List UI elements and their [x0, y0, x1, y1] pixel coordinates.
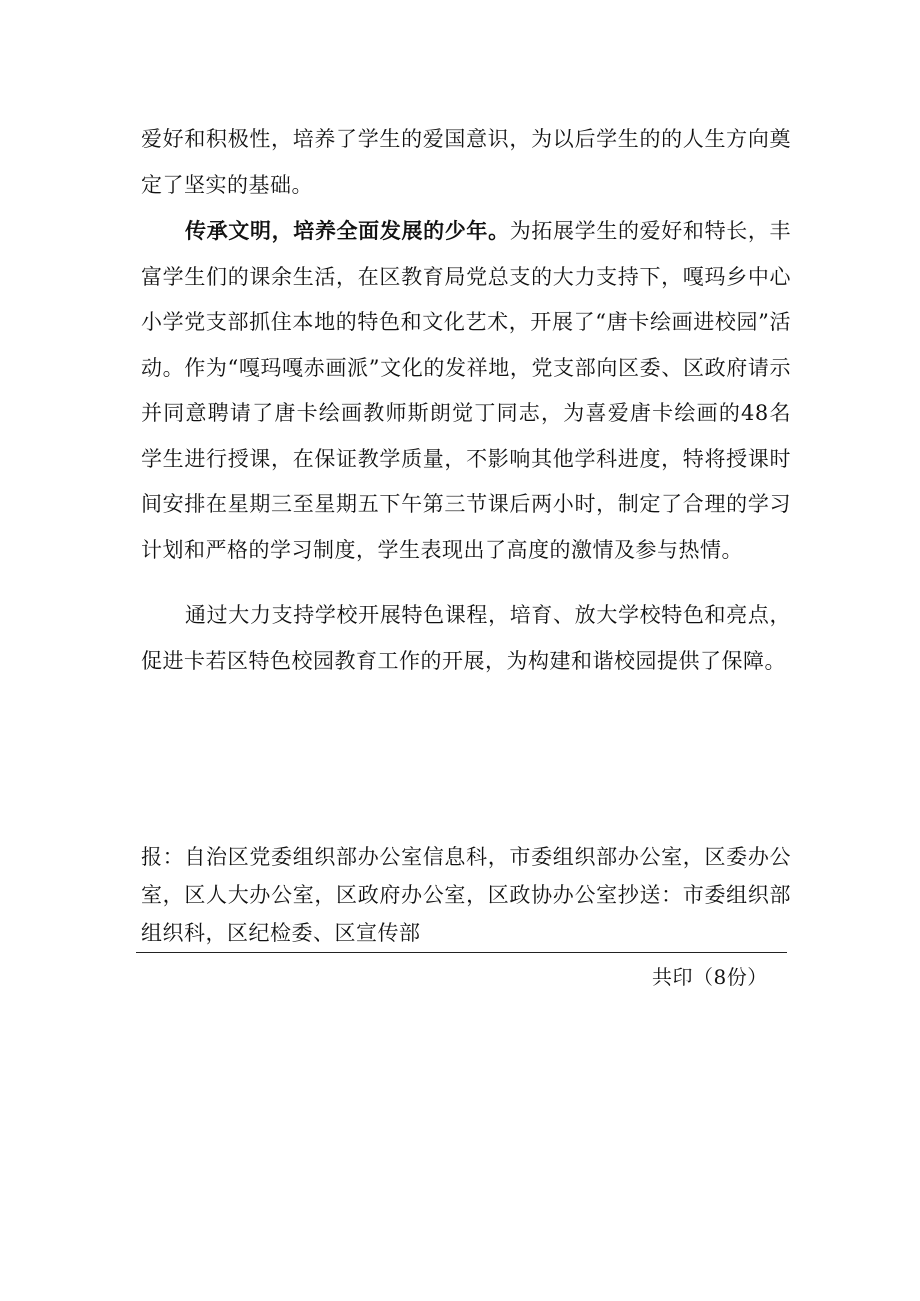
- body-paragraph-1: 爱好和积极性，培养了学生的爱国意识，为以后学生的的人生方向奠定了坚实的基础。: [141, 127, 791, 197]
- distribution-list: 报：自治区党委组织部办公室信息科，市委组织部办公室，区委办公室，区人大办公室，区政府办公室，区政协办公室抄送：市委组织部组织科，区纪检委、区宣传部: [141, 845, 791, 945]
- body-paragraph-2: [141, 208, 791, 573]
- print-copies-count: 共印（8份）: [652, 965, 768, 989]
- footer-divider: [136, 952, 787, 953]
- body-paragraph-3: 通过大力支持学校开展特色课程，培育、放大学校特色和亮点，促进卡若区特色校园教育工作的开展，为构建和谐校园提供了保障。: [141, 603, 791, 673]
- paragraph-2-body: 为拓展学生的爱好和特长，丰富学生们的课余生活，在区教育局党总支的大力支持下，嘎玛乡中心小学党支部抓住本地的特色和文化艺术，开展了“唐卡绘画进校园”活动。作为“嘎玛嘎赤画派”文化的发祥地，党支部向区委、区政府请示并同意聘请了唐卡绘画教师斯朗觉丁同志，为喜爱唐卡绘画的48名学生进行授课，在保证教学质量，不影响其他学科进度，特将授课时间安排在星期三至星期五下午第三节课后两小时，制定了合理的学习计划和严格的学习制度，学生表现出了高度的激情及参与热情。: [141, 219, 792, 562]
- paragraph-2-lead-heading: 传承文明，培养全面发展的少年。: [185, 218, 510, 243]
